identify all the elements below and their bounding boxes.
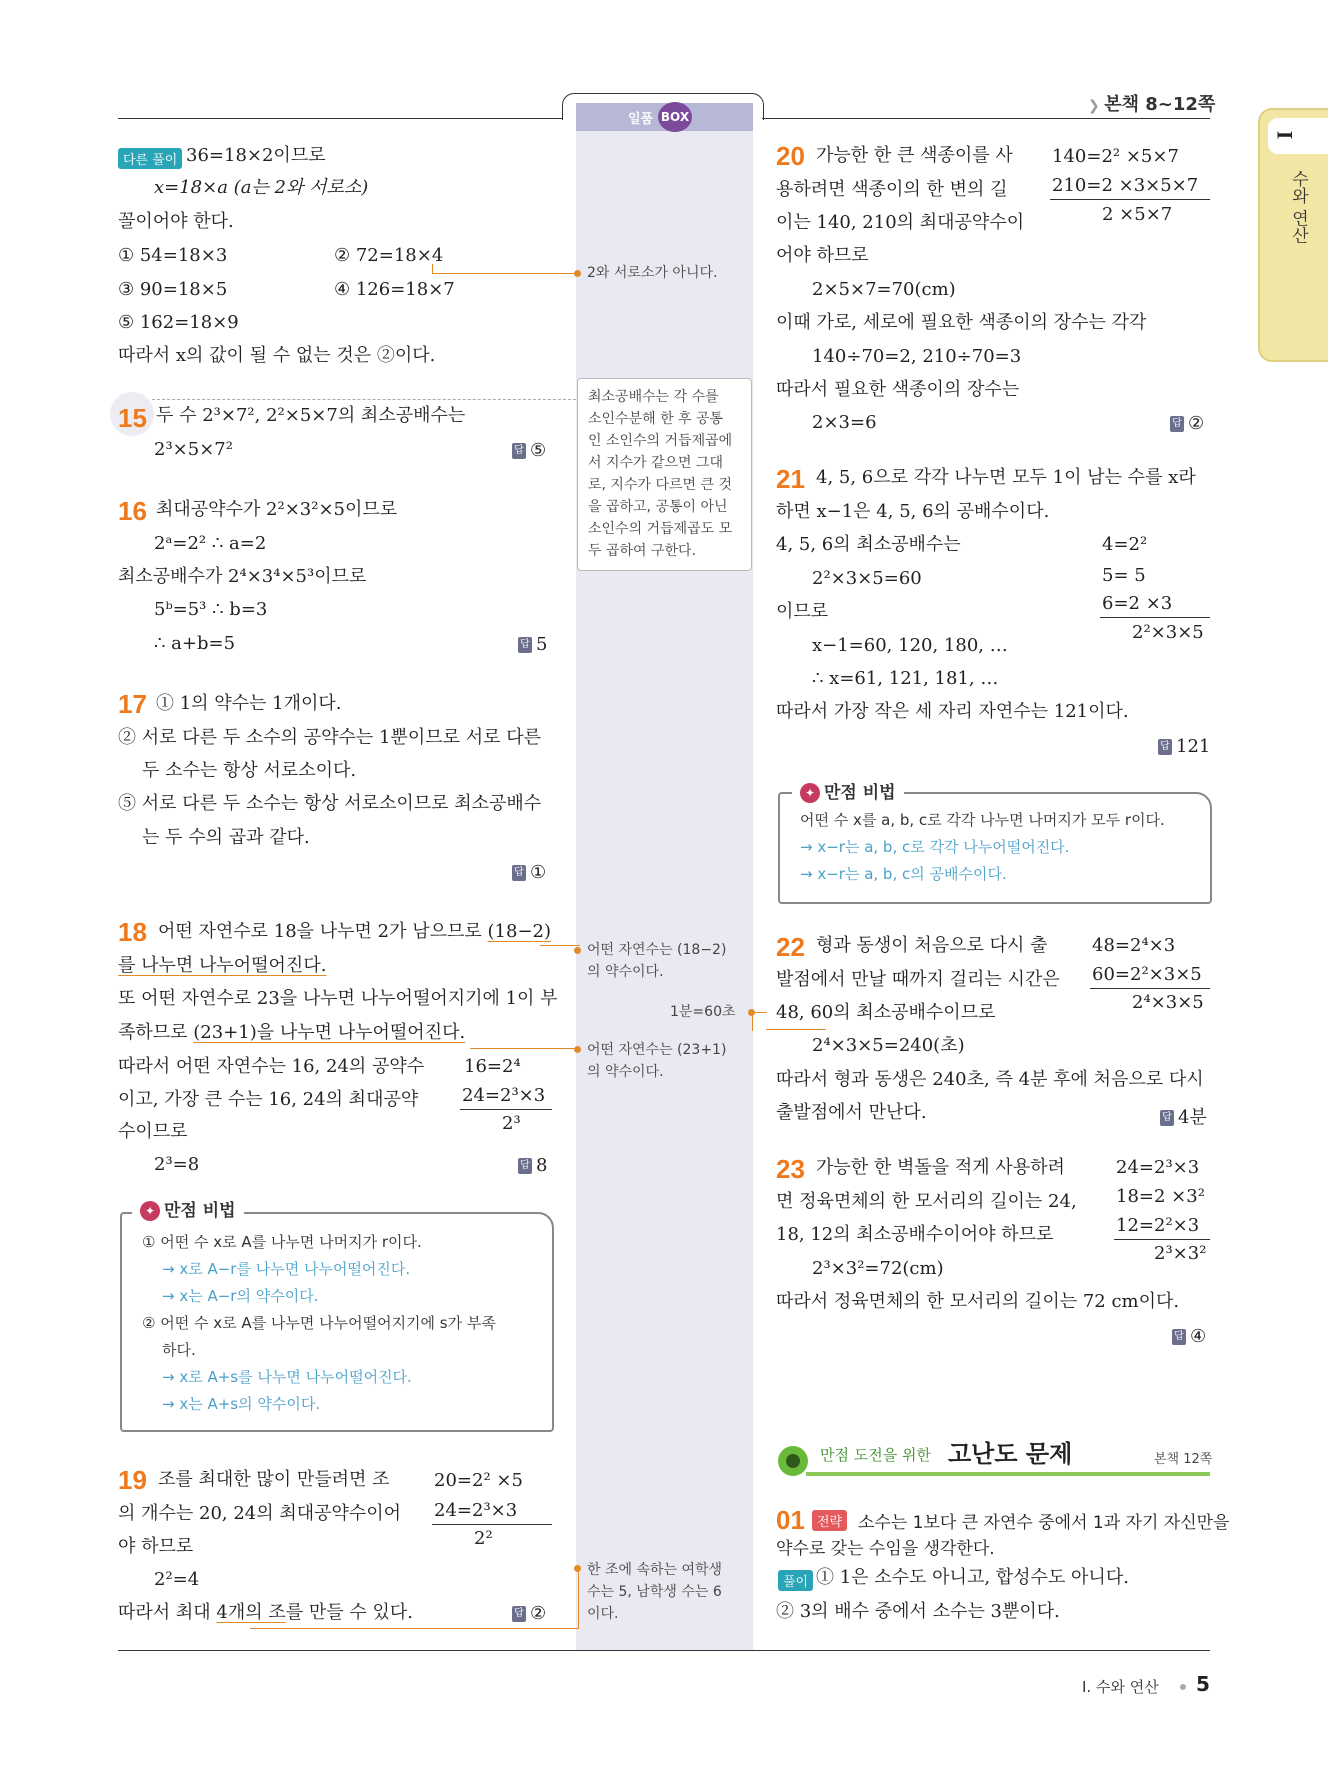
side-box-badge: BOX xyxy=(658,102,692,132)
q18-line: 따라서 어떤 자연수는 16, 24의 공약수 xyxy=(118,1056,425,1077)
q22-line: 형과 동생이 처음으로 다시 출 xyxy=(816,935,1048,956)
tip-title: ✦ 만점 비법 xyxy=(792,778,904,803)
q21-line: 따라서 가장 작은 세 자리 자연수는 121이다. xyxy=(776,701,1129,722)
q18-line: 어떤 자연수로 18을 나누면 2가 남으므로 (18−2) xyxy=(158,921,551,942)
q16-line: 최대공약수가 2²×3²×5이므로 xyxy=(156,499,398,520)
factor-row: 18=2 ×3² xyxy=(1116,1186,1205,1207)
chapter-tab xyxy=(1258,108,1328,362)
q20-line: 가능한 한 큰 색종이를 사 xyxy=(816,145,1013,166)
question-number: 16 xyxy=(118,496,147,526)
q19-line: 조를 최대한 많이 만들려면 조 xyxy=(158,1469,390,1490)
q18-line: 또 어떤 자연수로 23을 나누면 나누어떨어지기에 1이 부 xyxy=(118,988,558,1009)
q18-line: 수이므로 xyxy=(118,1121,188,1142)
q17-line: 는 두 수의 곱과 같다. xyxy=(142,827,310,848)
factor-row: 2²×3×5 xyxy=(1132,622,1204,643)
q17-line: ② 서로 다른 두 소수의 공약수는 1뿐이므로 서로 다른 xyxy=(118,727,541,748)
alt-line: ② 72=18×4 xyxy=(334,245,444,266)
footer-chapter: Ⅰ. 수와 연산 xyxy=(1082,1678,1159,1696)
side-column xyxy=(576,103,753,1650)
answer: 답 ② xyxy=(512,1603,546,1624)
alt-line: ⑤ 162=18×9 xyxy=(118,312,239,333)
footer-page-number: 5 xyxy=(1196,1672,1210,1696)
q22-line: 48, 60의 최소공배수이므로 xyxy=(776,1002,996,1023)
strategy-badge: 전략 xyxy=(812,1510,847,1531)
alt-line: x=18×a (a는 2와 서로소) xyxy=(154,177,369,198)
side-box-title: 일품 xyxy=(628,112,654,127)
q16-line: ∴ a+b=5 xyxy=(154,633,236,654)
q20-line: 2×3=6 xyxy=(812,412,877,433)
q01-line: 약수로 갖는 수임을 생각한다. xyxy=(776,1539,995,1559)
answer: 답 8 xyxy=(518,1155,547,1176)
question-number: 23 xyxy=(776,1154,805,1184)
factor-row: 2³×3² xyxy=(1154,1243,1207,1264)
q20-line: 따라서 필요한 색종이의 장수는 xyxy=(776,379,1020,400)
answer: 답 ④ xyxy=(1172,1326,1206,1347)
q17-line: ① 1의 약수는 1개이다. xyxy=(156,693,342,714)
factor-row: 2³ xyxy=(502,1113,521,1134)
q20-line: 어야 하므로 xyxy=(776,245,869,266)
alt-line: ① 54=18×3 xyxy=(118,245,228,266)
q15-line: 2³×5×7² xyxy=(154,439,233,460)
alt-line: ③ 90=18×5 xyxy=(118,279,228,300)
q21-line: 4, 5, 6의 최소공배수는 xyxy=(776,534,961,555)
q20-line: 140÷70=2, 210÷70=3 xyxy=(812,346,1022,367)
q20-line: 용하려면 색종이의 한 변의 길 xyxy=(776,179,1008,200)
factor-row: 48=2⁴×3 xyxy=(1092,935,1176,956)
alt-line: ④ 126=18×7 xyxy=(334,279,455,300)
q19-line: 2²=4 xyxy=(154,1569,200,1590)
q20-line: 2×5×7=70(cm) xyxy=(812,279,956,300)
q01-line: ② 3의 배수 중에서 소수는 3뿐이다. xyxy=(776,1601,1060,1622)
q22-line: 따라서 형과 동생은 240초, 즉 4분 후에 처음으로 다시 xyxy=(776,1069,1204,1090)
answer: 답 ② xyxy=(1170,413,1204,434)
q19-line: 야 하므로 xyxy=(118,1536,194,1557)
question-number: 18 xyxy=(118,917,147,947)
q15-line: 두 수 2³×7², 2²×5×7의 최소공배수는 xyxy=(156,405,466,426)
question-number: 01 xyxy=(776,1505,805,1535)
side-note: 2와 서로소가 아니다. xyxy=(587,265,718,281)
chapter-roman: I xyxy=(1272,130,1298,140)
q21-line: 하면 x−1은 4, 5, 6의 공배수이다. xyxy=(776,501,1050,522)
q16-line: 5ᵇ=5³ ∴ b=3 xyxy=(154,599,268,620)
q23-line: 18, 12의 최소공배수이어야 하므로 xyxy=(776,1224,1054,1245)
chapter-title: 수와 연산 xyxy=(1288,170,1308,244)
footer-rule xyxy=(118,1650,1210,1651)
q21-line: ∴ x=61, 121, 181, … xyxy=(812,668,999,689)
q16-line: 2ᵃ=2² ∴ a=2 xyxy=(154,533,267,554)
factor-row: 20=2² ×5 xyxy=(434,1470,523,1491)
answer: 답 5 xyxy=(518,634,547,655)
factor-row: 140=2² ×5×7 xyxy=(1052,146,1179,167)
factor-row: 2⁴×3×5 xyxy=(1132,992,1204,1013)
question-number: 15 xyxy=(118,403,147,433)
answer: 답 ⑤ xyxy=(512,440,546,461)
q19-line: 따라서 최대 4개의 조를 만들 수 있다. xyxy=(118,1602,413,1623)
q20-line: 이때 가로, 세로에 필요한 색종이의 장수는 각각 xyxy=(776,312,1147,333)
factor-row: 5= 5 xyxy=(1102,565,1146,586)
q01-line: ① 1은 소수도 아니고, 합성수도 아니다. xyxy=(816,1567,1129,1588)
q01-line: 소수는 1보다 큰 자연수 중에서 1과 자기 자신만을 xyxy=(858,1513,1230,1533)
factor-row: 24=2³×3 xyxy=(434,1500,518,1521)
q18-line: 를 나누면 나누어떨어진다. xyxy=(118,955,327,976)
factor-row: 210=2 ×3×5×7 xyxy=(1052,175,1199,196)
factor-row: 2² xyxy=(474,1528,493,1549)
factor-row: 6=2 ×3 xyxy=(1102,593,1173,614)
tip-title: ✦ 만점 비법 xyxy=(132,1196,244,1221)
q21-line: 4, 5, 6으로 각각 나누면 모두 1이 남는 수를 x라 xyxy=(816,467,1196,488)
answer: 답 4분 xyxy=(1160,1103,1207,1129)
q19-line: 의 개수는 20, 24의 최대공약수이어 xyxy=(118,1503,402,1524)
factor-row: 2 ×5×7 xyxy=(1102,204,1173,225)
solution-badge: 풀이 xyxy=(778,1570,813,1591)
q23-line: 따라서 정육면체의 한 모서리의 길이는 72 cm이다. xyxy=(776,1291,1180,1312)
q23-line: 면 정육면체의 한 모서리의 길이는 24, xyxy=(776,1191,1077,1212)
side-box-header xyxy=(576,103,753,131)
q22-line: 출발점에서 만난다. xyxy=(776,1102,927,1123)
question-number: 19 xyxy=(118,1465,147,1495)
q17-line: ⑤ 서로 다른 두 소수는 항상 서로소이므로 최소공배수 xyxy=(118,793,542,814)
answer: 답 ① xyxy=(512,862,546,883)
q18-line: 이고, 가장 큰 수는 16, 24의 최대공약 xyxy=(118,1089,419,1110)
question-number: 20 xyxy=(776,141,805,171)
q17-line: 두 소수는 항상 서로소이다. xyxy=(142,760,357,781)
alt-solution-badge: 다른 풀이 xyxy=(118,148,182,169)
factor-row: 24=2³×3 xyxy=(462,1085,546,1106)
header-rule-left xyxy=(118,118,563,119)
page-ref: ❯ 본책 8~12쪽 xyxy=(1088,94,1216,115)
hard-header-title: 고난도 문제 xyxy=(948,1440,1073,1468)
answer: 답 121 xyxy=(1158,736,1210,757)
question-number: 17 xyxy=(118,689,147,719)
factor-row: 12=2²×3 xyxy=(1116,1215,1200,1236)
q21-line: 2²×3×5=60 xyxy=(812,568,922,589)
question-number: 22 xyxy=(776,932,805,962)
alt-line: 꼴이어야 한다. xyxy=(118,211,234,232)
header-rule-right xyxy=(762,118,1210,119)
hard-header-ref: 본책 12쪽 xyxy=(1154,1452,1213,1467)
alt-line: 36=18×2이므로 xyxy=(186,145,326,166)
q16-line: 최소공배수가 2⁴×3⁴×5³이므로 xyxy=(118,566,367,587)
side-note: 1분=60초 xyxy=(670,1004,736,1020)
hard-header-prefix: 만점 도전을 위한 xyxy=(820,1446,931,1464)
q23-line: 가능한 한 벽돌을 적게 사용하려 xyxy=(816,1157,1065,1178)
q18-line: 2³=8 xyxy=(154,1154,200,1175)
q22-line: 2⁴×3×5=240(초) xyxy=(812,1035,965,1056)
factor-row: 16=2⁴ xyxy=(464,1056,521,1077)
q18-line: 족하므로 (23+1)을 나누면 나누어떨어진다. xyxy=(118,1022,466,1043)
factor-row: 4=2² xyxy=(1102,534,1148,555)
factor-row: 60=2²×3×5 xyxy=(1092,964,1202,985)
alt-line: 따라서 x의 값이 될 수 없는 것은 ②이다. xyxy=(118,345,436,366)
q21-line: 이므로 xyxy=(776,601,829,622)
hard-header-circle xyxy=(778,1446,808,1476)
question-number: 21 xyxy=(776,464,805,494)
q22-line: 발점에서 만날 때까지 걸리는 시간은 xyxy=(776,969,1060,990)
factor-row: 24=2³×3 xyxy=(1116,1157,1200,1178)
q23-line: 2³×3²=72(cm) xyxy=(812,1258,944,1279)
q21-line: x−1=60, 120, 180, … xyxy=(812,635,1008,656)
q20-line: 이는 140, 210의 최대공약수이 xyxy=(776,212,1025,233)
